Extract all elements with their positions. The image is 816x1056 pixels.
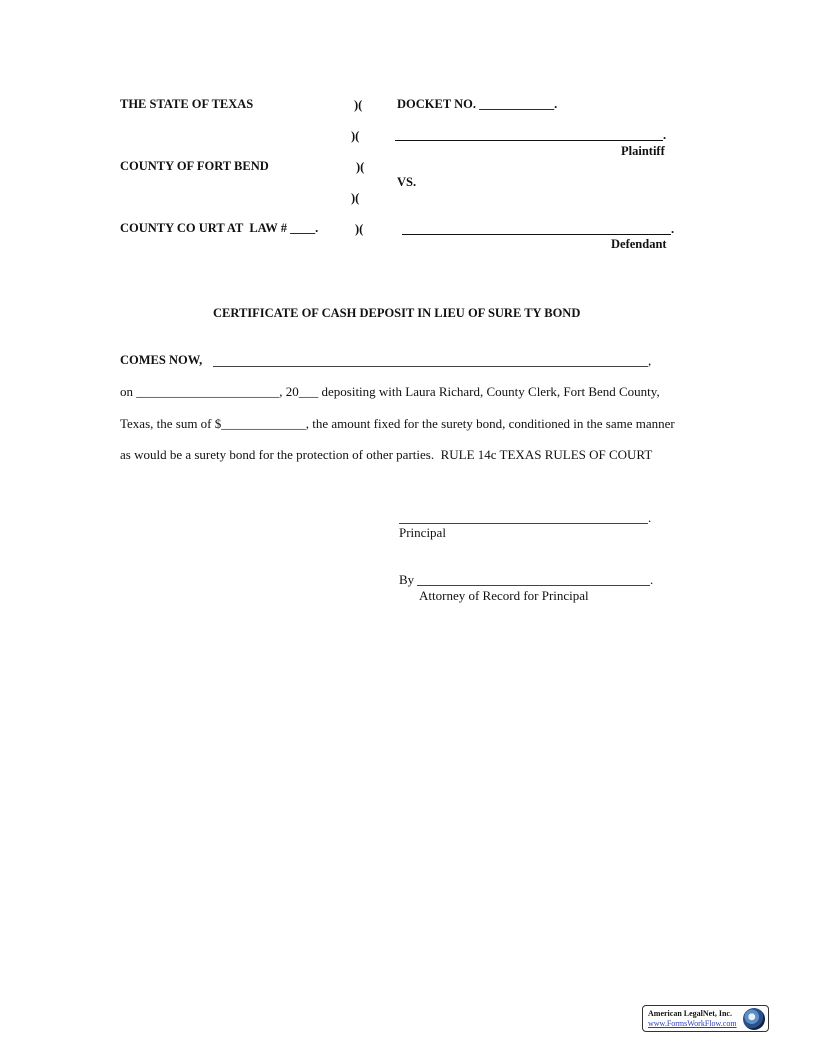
plaintiff-label: Plaintiff — [621, 144, 665, 158]
plaintiff-name-line[interactable] — [395, 140, 663, 141]
caption-separator: )( — [354, 98, 363, 112]
footer-logo — [642, 1005, 769, 1032]
caption-separator: )( — [356, 160, 365, 174]
body-line-amount: Texas, the sum of $_____________, the amount fixed for the surety bond, conditioned in the same manner — [120, 416, 675, 431]
by-label: By — [399, 572, 415, 587]
caption-separator: )( — [351, 191, 360, 205]
court-label: COUNTY CO URT AT LAW # ____. — [120, 221, 319, 235]
attorney-signature-line[interactable] — [417, 585, 650, 586]
defendant-name-line[interactable] — [402, 234, 671, 235]
footer-company: American LegalNet, Inc. — [648, 1009, 732, 1018]
comes-now-label: COMES NOW, — [120, 353, 203, 367]
body-line-rule: as would be a surety bond for the protection of other parties. RULE 14c TEXAS RULES OF COURT — [120, 447, 653, 462]
globe-icon — [743, 1008, 765, 1030]
state-label: THE STATE OF TEXAS — [120, 97, 254, 111]
vs-label: VS. — [397, 175, 417, 189]
attorney-label: Attorney of Record for Principal — [419, 588, 589, 603]
defendant-line-period: . — [671, 222, 675, 236]
principal-label: Principal — [399, 525, 446, 540]
footer-website-link[interactable]: www.FormsWorkFlow.com — [648, 1019, 737, 1028]
document-title: CERTIFICATE OF CASH DEPOSIT IN LIEU OF SURE TY BOND — [213, 306, 581, 320]
plaintiff-line-period: . — [663, 128, 667, 142]
caption-separator: )( — [355, 222, 364, 236]
defendant-label: Defendant — [611, 237, 667, 251]
depositor-line-comma: , — [648, 353, 652, 368]
body-line-date: on ______________________, 20___ depositing with Laura Richard, County Clerk, Fort Bend County, — [120, 384, 660, 399]
attorney-line-period: . — [650, 572, 654, 587]
docket-number-field[interactable]: DOCKET NO. ____________. — [397, 97, 558, 111]
county-label: COUNTY OF FORT BEND — [120, 159, 269, 173]
caption-separator: )( — [351, 129, 360, 143]
depositor-name-line[interactable] — [213, 366, 648, 367]
principal-line-period: . — [648, 510, 652, 525]
principal-signature-line[interactable] — [399, 523, 648, 524]
